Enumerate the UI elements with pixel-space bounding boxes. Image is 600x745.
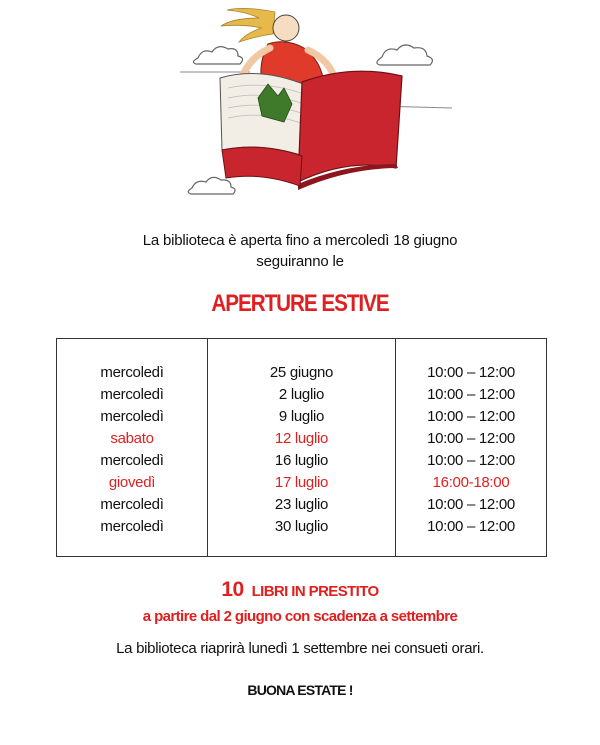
schedule-time: 10:00 – 12:00 [427,518,515,535]
intro-line-2: seguiranno le [256,253,344,270]
schedule-day: giovedì [108,474,156,491]
schedule-date: 16 luglio [274,452,329,469]
schedule-time-column [396,339,546,556]
schedule-time: 10:00 – 12:00 [427,364,515,381]
schedule-day: mercoledì [100,408,164,425]
schedule-day: mercoledì [100,496,164,513]
schedule-date: 23 luglio [274,496,329,513]
schedule-date: 2 luglio [278,386,325,403]
schedule-day: mercoledì [100,452,164,469]
headline: APERTURE ESTIVE [211,290,389,317]
schedule-date-column [208,339,396,556]
red-book-icon [220,71,402,190]
flying-book-illustration [170,0,470,205]
child-head [273,15,299,41]
schedule-time: 10:00 – 12:00 [427,408,515,425]
reopen-notice: La biblioteca riaprirà lunedì 1 settembre nei consueti orari. [116,640,484,657]
cloud-icon [193,47,242,64]
schedule-date: 9 luglio [278,408,325,425]
schedule-date: 25 giugno [269,364,334,381]
schedule-date: 30 luglio [274,518,329,535]
schedule-day: mercoledì [100,386,164,403]
schedule-time: 10:00 – 12:00 [427,452,515,469]
schedule-day: mercoledì [100,364,164,381]
cloud-icon [188,177,235,194]
farewell-text: BUONA ESTATE ! [247,682,353,698]
schedule-day-column [57,339,208,556]
schedule-table [56,338,547,557]
loans-label: LIBRI IN PRESTITO [251,583,379,600]
schedule-day: mercoledì [100,518,164,535]
loans-line [0,578,600,602]
loans-detail: a partire dal 2 giugno con scadenza a settembre [142,608,458,625]
loans-count: 10 [221,578,244,601]
schedule-time: 10:00 – 12:00 [427,496,515,513]
schedule-date: 17 luglio [274,474,329,491]
hair [221,8,275,42]
schedule-time: 10:00 – 12:00 [427,430,515,447]
schedule-day: sabato [110,430,154,447]
cloud-icon [377,45,432,65]
schedule-date: 12 luglio [274,430,329,447]
schedule-time: 16:00-18:00 [432,474,510,491]
schedule-time: 10:00 – 12:00 [427,386,515,403]
intro-line-1: La biblioteca è aperta fino a mercoledì 18 giugno [142,232,458,249]
